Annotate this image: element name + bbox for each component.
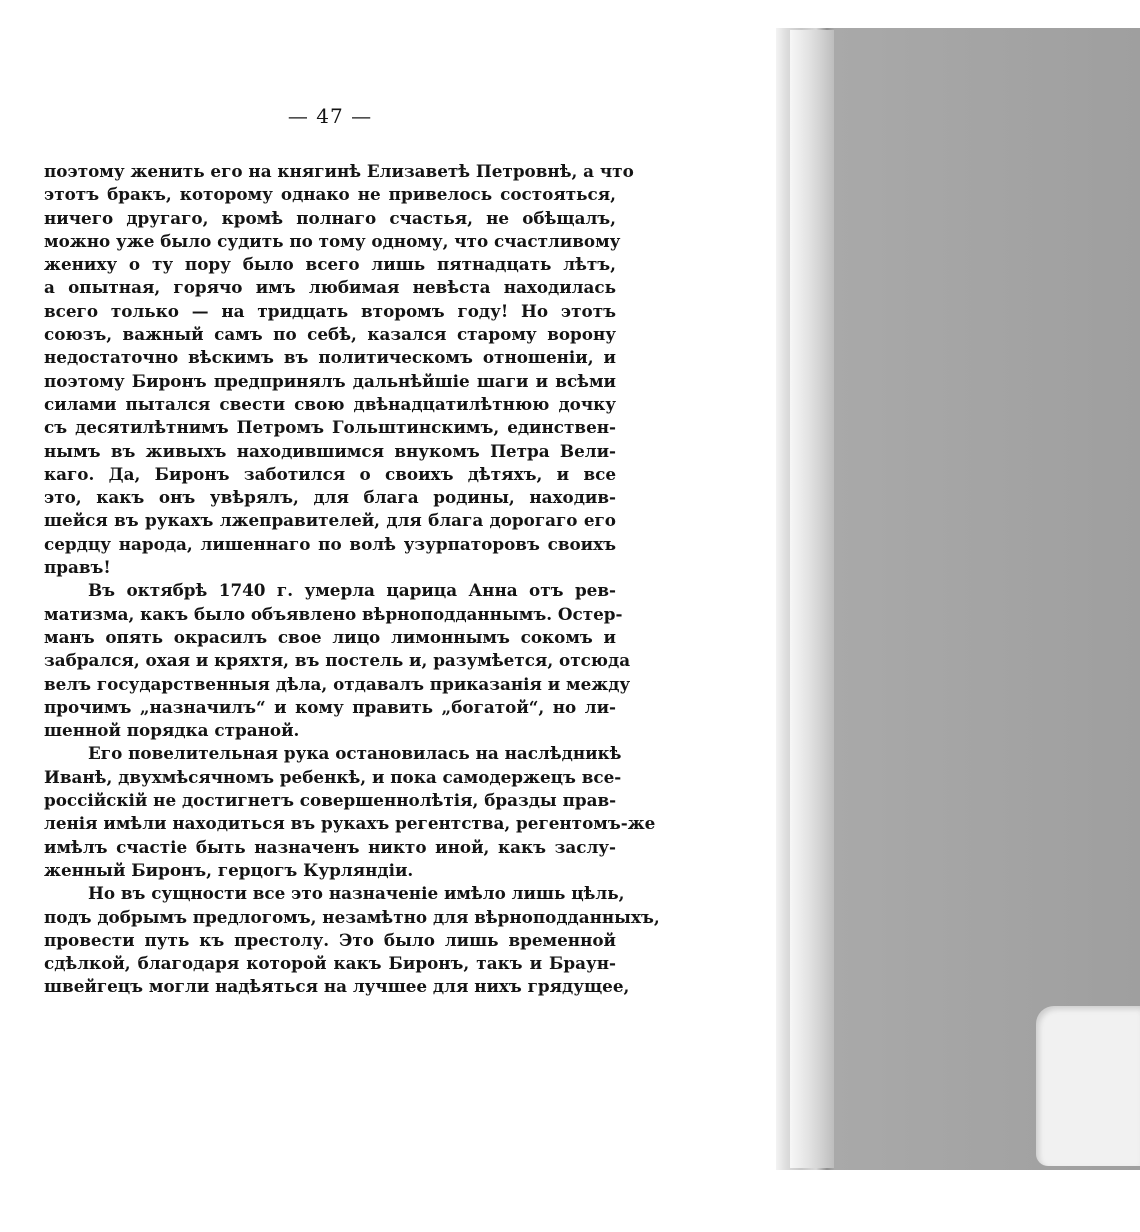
text-line: Его повелительная рука остановилась на наслѣдникѣ: [88, 743, 622, 764]
text-line: прочимъ „назначилъ“ и кому править „богатой“, но ли-: [44, 696, 616, 717]
text-line: ничего другаго, кромѣ полнаго счастья, не обѣщалъ,: [44, 207, 616, 228]
page-edge-strip: [790, 30, 834, 1168]
text-line: женный Биронъ, герцогъ Курляндіи.: [44, 859, 414, 880]
body-text: [44, 160, 660, 999]
text-line: этотъ бракъ, которому однако не привелось состояться,: [44, 184, 616, 205]
text-line: россійскій не достигнетъ совершеннолѣтія, бразды прав-: [44, 790, 617, 811]
text-line: союзъ, важный самъ по себѣ, казался старому ворону: [44, 324, 616, 345]
text-line: каго. Да, Биронъ заботился о своихъ дѣтяхъ, и все: [44, 463, 616, 484]
text-line: забрался, охая и кряхтя, въ постель и, разумѣется, отсюда: [44, 650, 631, 671]
text-line: жениху о ту пору было всего лишь пятнадцать лѣтъ,: [44, 254, 616, 275]
text-line: швейгецъ могли надѣяться на лучшее для нихъ грядущее,: [44, 976, 630, 997]
page-header: — 47 —: [287, 104, 373, 128]
text-line: нымъ въ живыхъ находившимся внукомъ Петра Вели-: [44, 440, 616, 461]
text-line: сердцу народа, лишеннаго по волѣ узурпаторовъ своихъ: [44, 533, 616, 554]
torn-paper-corner: [1036, 1006, 1140, 1166]
text-line: шенной порядка страной.: [44, 720, 300, 741]
text-line: Иванѣ, двухмѣсячномъ ребенкѣ, и пока самодержецъ все-: [44, 766, 622, 787]
text-line: поэтому женить его на княгинѣ Елизаветѣ Петровнѣ, а что: [44, 161, 634, 181]
text-line: Въ октябрѣ 1740 г. умерла царица Анна отъ рев-: [88, 580, 616, 601]
text-line: Но въ сущности все это назначеніе имѣло лишь цѣль,: [88, 883, 625, 904]
text-line: это, какъ онъ увѣрялъ, для блага родины, находив-: [44, 487, 616, 508]
text-line: поэтому Биронъ предпринялъ дальнѣйшіе шаги и всѣми: [44, 370, 616, 391]
text-line: подъ добрымъ предлогомъ, незамѣтно для вѣрноподданныхъ,: [44, 906, 660, 927]
text-line: шейся въ рукахъ лжеправителей, для блага дорогаго его: [44, 510, 616, 531]
text-line: велъ государственныя дѣла, отдавалъ приказанія и между: [44, 673, 631, 694]
text-line: манъ опять окрасилъ свое лицо лимоннымъ сокомъ и: [44, 626, 616, 647]
text-line: ленія имѣли находиться въ рукахъ регентства, регентомъ-же: [44, 813, 656, 834]
text-line: сдѣлкой, благодаря которой какъ Биронъ, такъ и Браун-: [44, 953, 616, 974]
text-line: а опытная, горячо имъ любимая невѣста находилась: [44, 277, 616, 298]
text-line: силами пытался свести свою двѣнадцатилѣтнюю дочку: [44, 393, 616, 414]
text-line: съ десятилѣтнимъ Петромъ Гольштинскимъ, единствен-: [44, 417, 616, 438]
text-line: правъ!: [44, 557, 111, 578]
text-line: недостаточно вѣскимъ въ политическомъ отношеніи, и: [44, 347, 616, 368]
text-line: всего только — на тридцать второмъ году! Но этотъ: [44, 300, 616, 321]
text-line: провести путь къ престолу. Это было лишь временной: [44, 929, 616, 950]
text-line: можно уже было судить по тому одному, что счастливому: [44, 230, 621, 251]
text-line: матизма, какъ было объявлено вѣрноподданнымъ. Остер-: [44, 603, 623, 624]
text-line: имѣлъ счастіе быть назначенъ никто иной, какъ заслу-: [44, 836, 616, 857]
